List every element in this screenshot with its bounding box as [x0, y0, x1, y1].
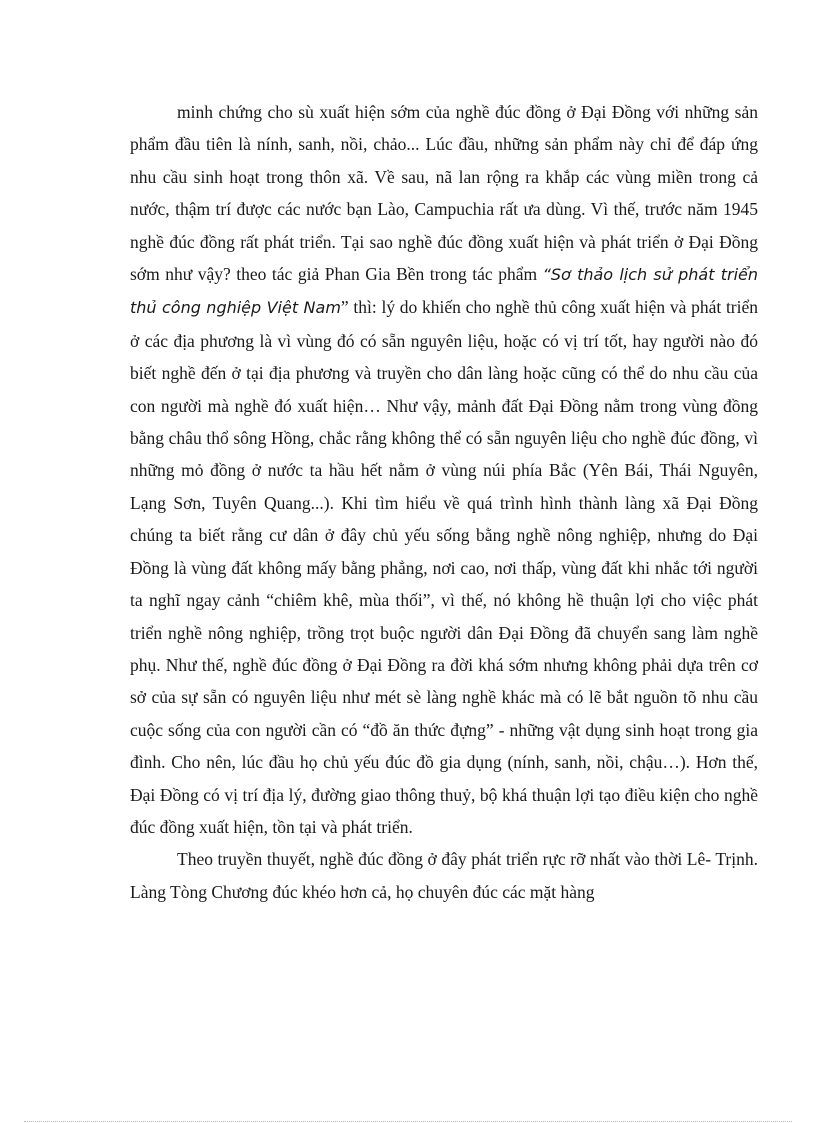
paragraph-1 [130, 96, 758, 843]
paragraph-1-text-a: minh chứng cho sù xuất hiện sớm của nghề đúc đồng ở Đại Đồng với những sản phẩm đầu tiên là nính, sanh, nồi, chảo... Lúc đầu, những sản phẩm này chỉ để đáp ứng nhu cầu sinh hoạt trong thôn xã. Về sau, nã lan rộng ra khắp các vùng miền trong cả nước, thậm trí được các nước bạn Lào, Campuchia rất ưa dùng. Vì thế, trước năm 1945 nghề đúc đồng rất phát triển. Tại sao nghề đúc đồng xuất hiện và phát triển ở Đại Đồng sớm như vậy? theo tác giả Phan Gia Bền trong tác phẩm [130, 102, 758, 285]
body-text [130, 96, 758, 908]
paragraph-2-text: Theo truyền thuyết, nghề đúc đồng ở đây phát triển rực rỡ nhất vào thời Lê- Trịnh. Làng Tòng Chương đúc khéo hơn cả, họ chuyên đúc các mặt hàng [130, 849, 758, 902]
page-bottom-divider [24, 1121, 792, 1122]
paragraph-2 [130, 843, 758, 908]
book-title-italic: “Sơ thảo lịch sử phát triển thủ công nghiệp Việt Nam [130, 265, 759, 318]
paragraph-1-text-b: ” thì: lý do khiến cho nghề thủ công xuất hiện và phát triển ở các địa phương là vì vùng đó có sẵn nguyên liệu, hoặc có vị trí tốt, hay người nào đó biết nghề đến ở tại địa phương và truyền cho dân làng hoặc cũng có thể do nhu cầu của con người mà nghề đó xuất hiện… Như vậy, mảnh đất Đại Đồng nằm trong vùng đồng bằng châu thổ sông Hồng, chắc rằng không thể có sẵn nguyên liệu cho nghề đúc đồng, vì những mỏ đồng ở nước ta hầu hết nằm ở vùng núi phía Bắc (Yên Bái, Thái Nguyên, Lạng Sơn, Tuyên Quang...). Khi tìm hiểu về quá trình hình thành làng xã Đại Đồng chúng ta biết rằng cư dân ở đây chủ yếu sống bằng nghề nông nghiệp, nhưng do Đại Đồng là vùng đất không mấy bằng phẳng, nơi cao, nơi thấp, vùng đất khi nhắc tới người ta nghĩ ngay cảnh “chiêm khê, mùa thối”, vì thế, nó không hề thuận lợi cho việc phát triển nghề nông nghiệp, trồng trọt buộc người dân Đại Đồng đã chuyển sang làm nghề phụ. Như thế, nghề đúc đồng ở Đại Đồng ra đời khá sớm nhưng không phải dựa trên cơ sở của sự sẵn có nguyên liệu như mét sè làng nghề khác mà có lẽ bắt nguồn tõ nhu cầu cuộc sống của con người cần có “đồ ăn thức đựng” - những vật dụng sinh hoạt trong gia đình. Cho nên, lúc đầu họ chủ yếu đúc đồ gia dụng (nính, sanh, nồi, chậu…). Hơn thế, Đại Đồng có vị trí địa lý, đường giao thông thuỷ, bộ khá thuận lợi tạo điều kiện cho nghề đúc đồng xuất hiện, tồn tại và phát triển. [130, 297, 759, 837]
